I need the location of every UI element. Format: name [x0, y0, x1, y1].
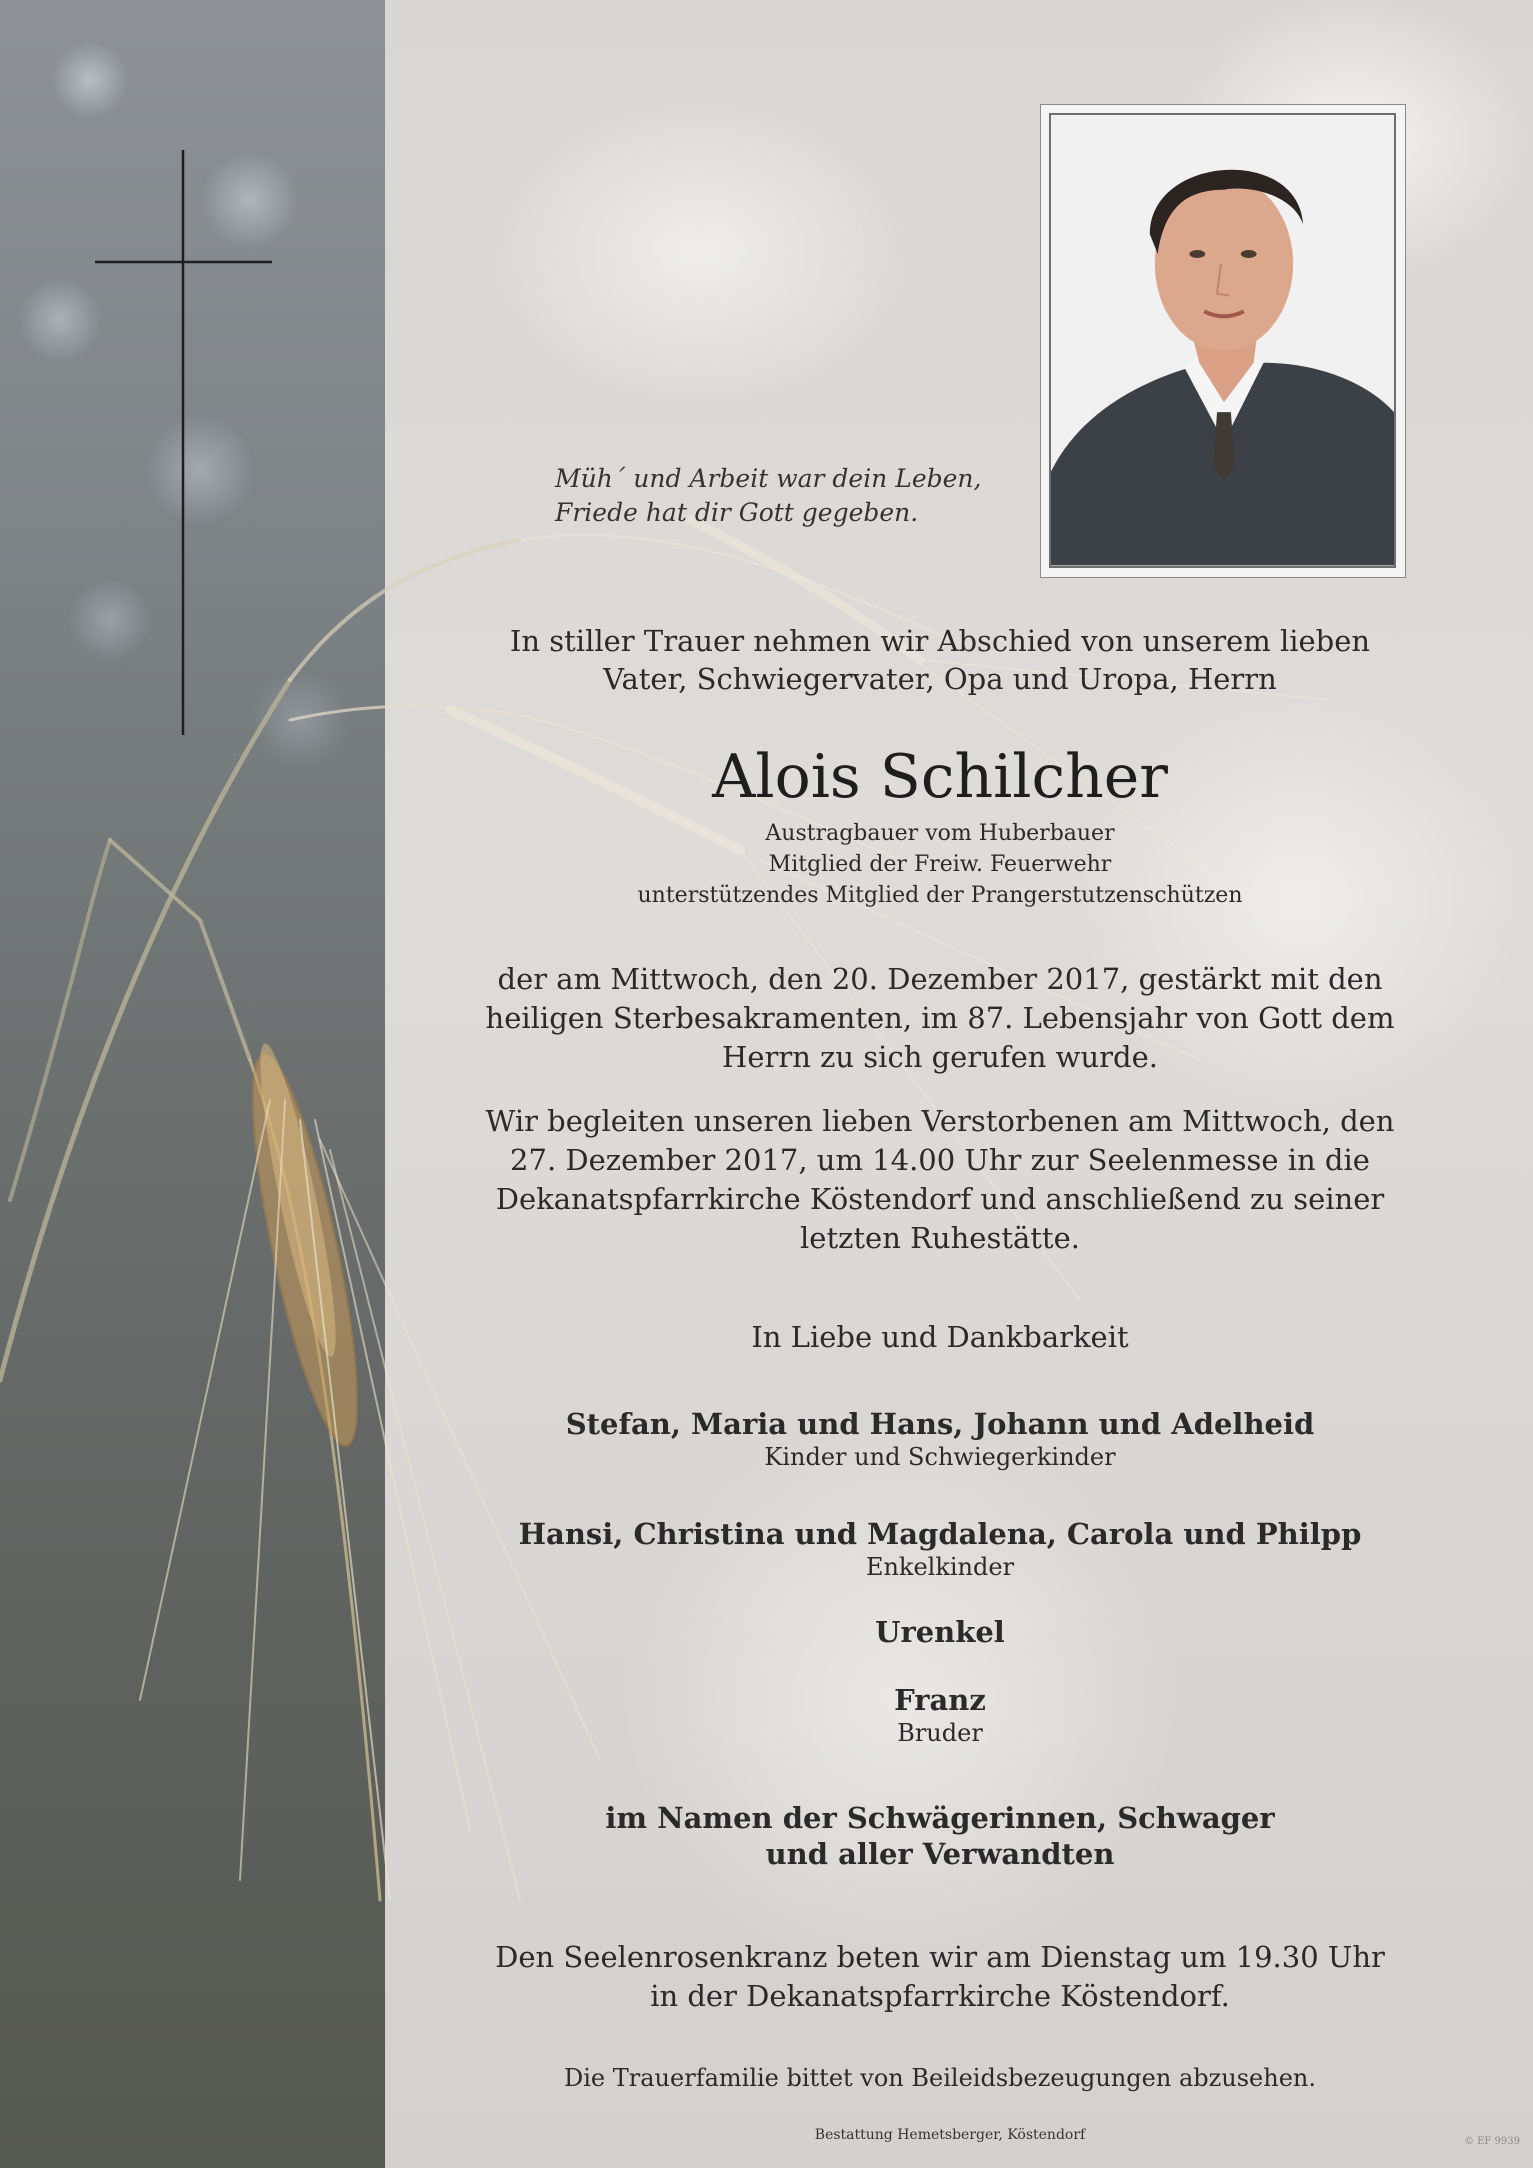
family-group [470, 1406, 1410, 1472]
portrait-frame [1040, 104, 1406, 578]
passing-line: der am Mittwoch, den 20. Dezember 2017, gestärkt mit den [497, 962, 1383, 996]
motto-line: Friede hat dir Gott gegeben. [555, 498, 919, 527]
intro-text [470, 622, 1410, 698]
relatives-text: im Namen der Schwägerinnen, Schwager [605, 1801, 1275, 1835]
family-relation: Enkelkinder [865, 1553, 1015, 1581]
family-group [470, 1682, 1410, 1748]
rosary-line: in der Dekanatspfarrkirche Köstendorf. [650, 1979, 1230, 2013]
cross-icon [0, 0, 385, 800]
deceased-roles [470, 818, 1410, 911]
role-line: Mitglied der Freiw. Feuerwehr [768, 852, 1112, 877]
role-line: Austragbauer vom Huberbauer [765, 821, 1115, 846]
relatives-text: und aller Verwandten [765, 1837, 1115, 1871]
motto-verse [555, 462, 1055, 530]
role-line: unterstützendes Mitglied der Prangerstutzenschützen [637, 883, 1243, 908]
burial-line: letzten Ruhestätte. [800, 1221, 1080, 1255]
condolence-request: Die Trauerfamilie bittet von Beileidsbezeugungen abzusehen. [564, 2064, 1316, 2092]
burial-line: 27. Dezember 2017, um 14.00 Uhr zur Seelenmesse in die [510, 1143, 1370, 1177]
gratitude-line: In Liebe und Dankbarkeit [751, 1320, 1129, 1354]
portrait-photo [1049, 113, 1396, 568]
deceased-name: Alois Schilcher [712, 742, 1168, 812]
family-relation: Bruder [897, 1719, 983, 1747]
family-names: Urenkel [875, 1615, 1005, 1649]
family-group [470, 1614, 1410, 1650]
family-group [470, 1516, 1410, 1582]
family-names: Stefan, Maria und Hans, Johann und Adelheid [565, 1407, 1315, 1441]
passing-line: heiligen Sterbesakramenten, im 87. Lebensjahr von Gott dem [485, 1001, 1395, 1035]
motto-line: Müh´ und Arbeit war dein Leben, [555, 464, 982, 493]
burial-text [470, 1102, 1410, 1258]
intro-line: In stiller Trauer nehmen wir Abschied von unserem lieben [509, 624, 1371, 658]
passing-text [470, 960, 1410, 1077]
family-names: Hansi, Christina und Magdalena, Carola und Philpp [518, 1517, 1362, 1551]
family-relation: Kinder und Schwiegerkinder [764, 1443, 1116, 1471]
passing-line: Herrn zu sich gerufen wurde. [722, 1040, 1158, 1074]
copyright-mark: © EF 9939 [1463, 2136, 1520, 2147]
undertaker-credit: Bestattung Hemetsberger, Köstendorf [814, 2127, 1086, 2143]
intro-line: Vater, Schwiegervater, Opa und Uropa, Herrn [603, 662, 1277, 696]
burial-line: Dekanatspfarrkirche Köstendorf und anschließend zu seiner [495, 1182, 1385, 1216]
relatives-line [470, 1800, 1410, 1872]
burial-line: Wir begleiten unseren lieben Verstorbenen am Mittwoch, den [485, 1104, 1395, 1138]
family-names: Franz [894, 1683, 986, 1717]
rosary-line: Den Seelenrosenkranz beten wir am Dienstag um 19.30 Uhr [495, 1940, 1385, 1974]
rosary-text [470, 1938, 1410, 2016]
